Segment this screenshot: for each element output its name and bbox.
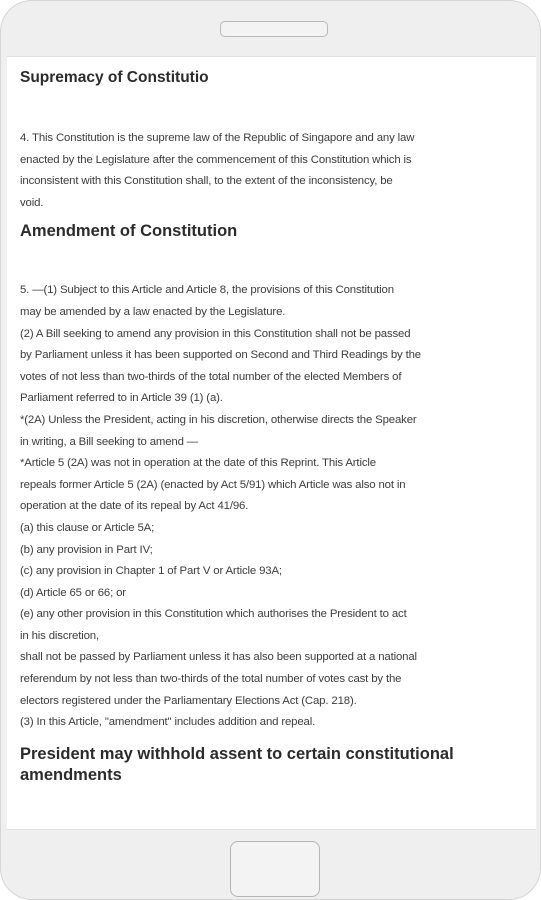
text-line: in his discretion, — [20, 629, 99, 642]
paragraph-supremacy — [20, 128, 526, 214]
text-line: (d) Article 65 or 66; or — [20, 586, 126, 599]
section-title-line: President may withhold assent to certain constitutional — [20, 744, 454, 763]
article-content — [7, 57, 536, 786]
section-title-amendment: Amendment of Constitution — [20, 222, 238, 241]
text-line: Parliament referred to in Article 39 (1) (a). — [20, 392, 223, 405]
home-button[interactable] — [230, 841, 320, 897]
text-line: inconsistent with this Constitution shall, to the extent of the inconsistency, be — [20, 175, 393, 188]
section-title-supremacy: Supremacy of Constitutio — [20, 69, 209, 86]
text-line: by Parliament unless it has been supported on Second and Third Readings by the — [20, 349, 421, 362]
text-line: *(2A) Unless the President, acting in his discretion, otherwise directs the Speaker — [20, 413, 417, 426]
text-line: (2) A Bill seeking to amend any provision in this Constitution shall not be passed — [20, 327, 411, 340]
text-line: votes of not less than two-thirds of the total number of the elected Members of — [20, 370, 402, 383]
text-line: (a) this clause or Article 5A; — [20, 521, 155, 534]
text-line: operation at the date of its repeal by Act 41/96. — [20, 500, 249, 513]
text-line: 4. This Constitution is the supreme law of the Republic of Singapore and any law — [20, 132, 415, 144]
text-line: void. — [20, 196, 44, 209]
text-line: (c) any provision in Chapter 1 of Part V or Article 93A; — [20, 565, 282, 578]
text-line: (b) any provision in Part IV; — [20, 543, 153, 556]
text-line: (3) In this Article, "amendment" includes addition and repeal. — [20, 716, 316, 729]
section-title-line: amendments — [20, 765, 122, 784]
text-line: in writing, a Bill seeking to amend — — [20, 435, 199, 448]
screen[interactable] — [7, 56, 536, 830]
text-line: enacted by the Legislature after the commencement of this Constitution which is — [20, 153, 412, 166]
text-line: may be amended by a law enacted by the Legislature. — [20, 305, 286, 318]
text-line: *Article 5 (2A) was not in operation at the date of this Reprint. This Article — [20, 457, 376, 470]
text-line: referendum by not less than two-thirds of the total number of votes cast by the — [20, 673, 402, 686]
text-line: repeals former Article 5 (2A) (enacted by Act 5/91) which Article was also not in — [20, 478, 406, 491]
text-line: (e) any other provision in this Constitution which authorises the President to act — [20, 608, 407, 621]
text-line: electors registered under the Parliamentary Elections Act (Cap. 218). — [20, 694, 357, 707]
speaker-slot — [220, 21, 328, 37]
section-title-president-assent — [20, 744, 526, 786]
text-line: shall not be passed by Parliament unless it has also been supported at a national — [20, 651, 417, 664]
text-line: 5. —(1) Subject to this Article and Article 8, the provisions of this Constitution — [20, 284, 394, 297]
paragraph-amendment — [20, 280, 526, 733]
